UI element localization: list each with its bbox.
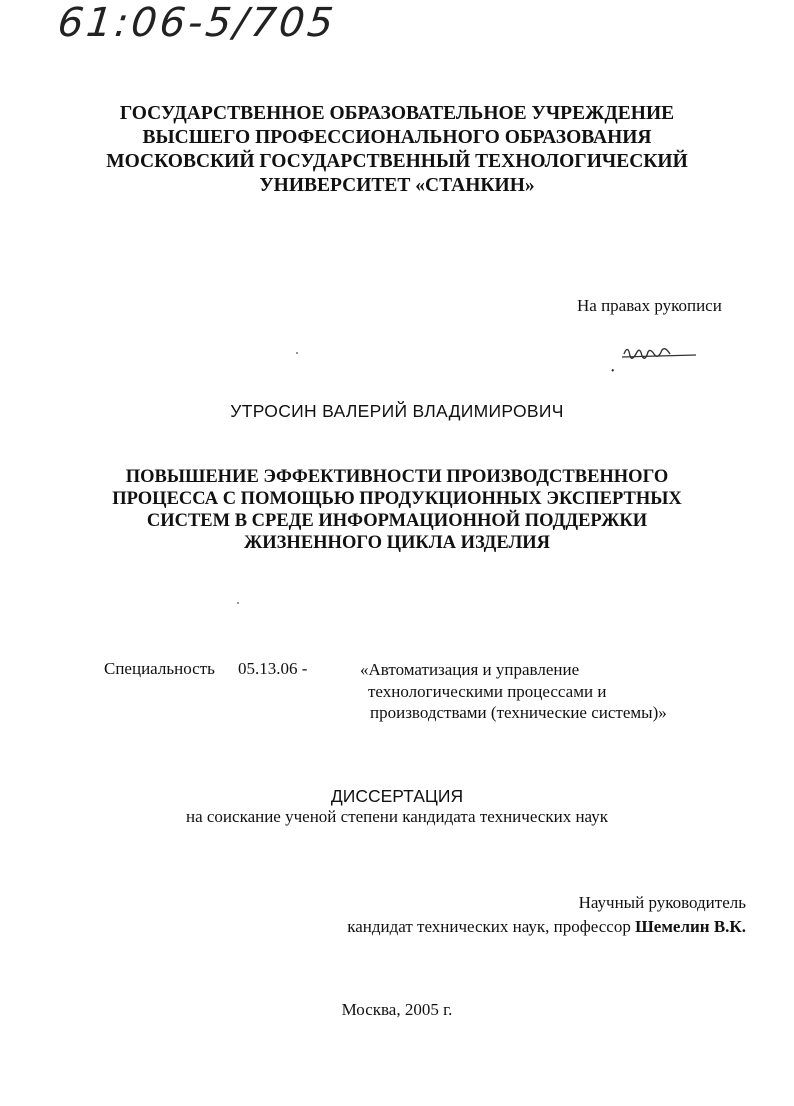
specialty-line: «Автоматизация и управление <box>360 660 580 679</box>
signature <box>610 338 700 374</box>
archive-mark: 61:06-5/705 <box>55 0 339 46</box>
supervisor-title: Научный руководитель <box>578 893 746 912</box>
institution-line: УНИВЕРСИТЕТ «СТАНКИН» <box>259 175 535 196</box>
institution-line: ВЫСШЕГО ПРОФЕССИОНАЛЬНОГО ОБРАЗОВАНИЯ <box>142 127 652 148</box>
supervisor-details <box>347 915 746 939</box>
topic-line: ПРОЦЕССА С ПОМОЩЬЮ ПРОДУКЦИОННЫХ ЭКСПЕРТНЫХ <box>112 489 682 509</box>
topic-line: ПОВЫШЕНИЕ ЭФФЕКТИВНОСТИ ПРОИЗВОДСТВЕННОГО <box>125 467 669 487</box>
dissertation-topic <box>0 466 794 554</box>
place-year: Москва, 2005 г. <box>341 1000 453 1019</box>
degree-line: на соискание ученой степени кандидата технических наук <box>185 807 608 826</box>
manuscript-note: На правах рукописи <box>577 296 722 315</box>
scan-speck <box>237 602 239 604</box>
specialty-description <box>360 659 667 724</box>
specialty-code: 05.13.06 - <box>238 659 308 678</box>
institution-line: ГОСУДАРСТВЕННОЕ ОБРАЗОВАТЕЛЬНОЕ УЧРЕЖДЕНИЕ <box>119 103 675 124</box>
supervisor-credentials: кандидат технических наук, профессор <box>347 917 631 936</box>
specialty-line: производствами (технические системы)» <box>370 703 667 722</box>
supervisor-block <box>347 891 746 939</box>
institution-line: МОСКОВСКИЙ ГОСУДАРСТВЕННЫЙ ТЕХНОЛОГИЧЕСКИЙ <box>106 151 688 172</box>
specialty-label: Специальность <box>104 659 215 678</box>
topic-line: СИСТЕМ В СРЕДЕ ИНФОРМАЦИОННОЙ ПОДДЕРЖКИ <box>146 511 648 531</box>
scan-speck <box>296 352 298 354</box>
topic-line: ЖИЗНЕННОГО ЦИКЛА ИЗДЕЛИЯ <box>243 533 551 553</box>
institution-header <box>0 102 794 198</box>
specialty-line: технологическими процессами и <box>368 681 607 701</box>
author-name: УТРОСИН ВАЛЕРИЙ ВЛАДИМИРОВИЧ <box>230 401 564 421</box>
document-type: ДИССЕРТАЦИЯ <box>330 786 464 806</box>
supervisor-name: Шемелин В.К. <box>635 917 746 936</box>
